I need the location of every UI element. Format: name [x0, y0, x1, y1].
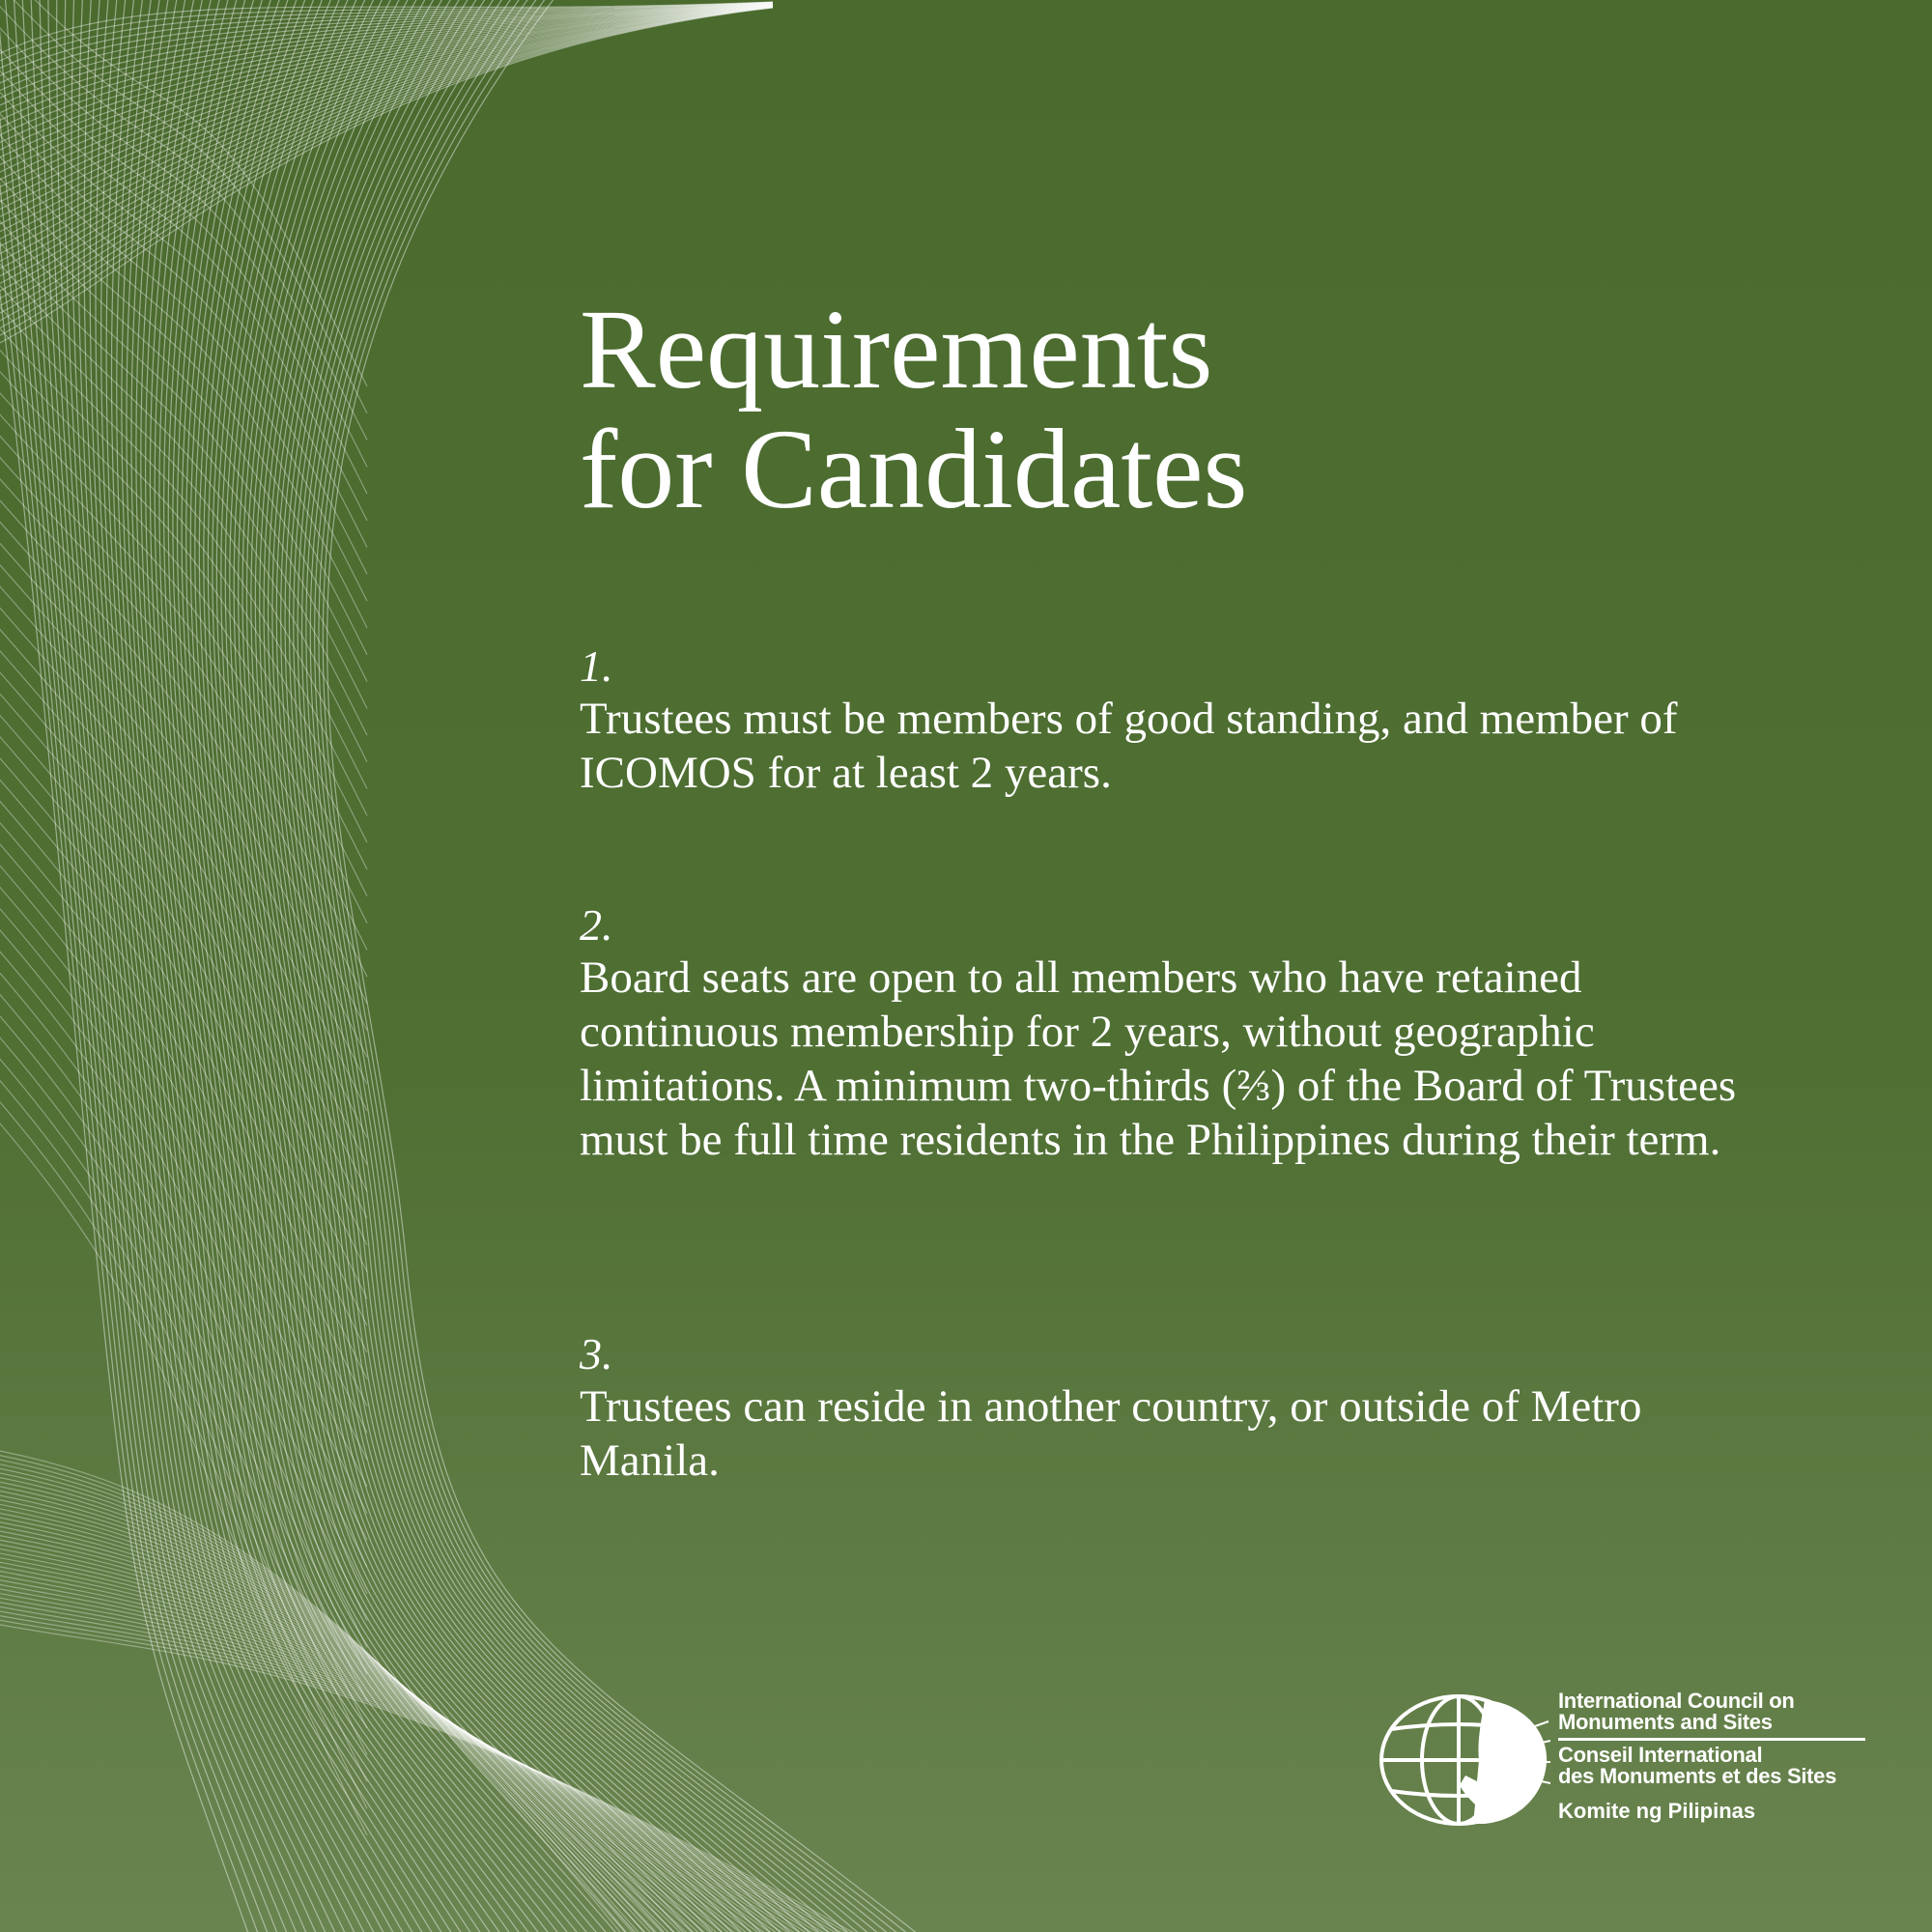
logo-line-2: Monuments and Sites	[1558, 1710, 1773, 1734]
logo-line-4: des Monuments et des Sites	[1558, 1764, 1837, 1788]
title-line-1: Requirements	[580, 286, 1213, 412]
requirement-text: Board seats are open to all members who have retained continuous membership for 2 years, without geographic limitations. A minimum two-thirds (⅔) of the Board of Trustees must be full time residents in the Philippines during their term.	[580, 952, 1737, 1165]
requirement-text: Trustees can reside in another country, or outside of Metro Manila.	[580, 1381, 1642, 1486]
requirement-item	[580, 1329, 1739, 1488]
requirement-item	[580, 641, 1739, 800]
logo-line-1: International Council on	[1558, 1689, 1795, 1713]
requirement-number: 1.	[580, 641, 613, 691]
requirement-number: 3.	[580, 1329, 613, 1378]
page-title	[580, 286, 1248, 532]
logo-line-3: Conseil International	[1558, 1743, 1763, 1767]
icomos-logo	[1377, 1690, 1879, 1835]
logo-divider	[1558, 1738, 1865, 1741]
requirement-text: Trustees must be members of good standing, and member of ICOMOS for at least 2 years.	[580, 694, 1678, 798]
title-line-2: for Candidates	[580, 406, 1248, 532]
requirement-number: 2.	[580, 900, 613, 950]
logo-line-5: Komite ng Pilipinas	[1558, 1799, 1756, 1823]
requirement-item	[580, 900, 1739, 1167]
logo-wordmark	[1558, 1690, 1865, 1822]
globe-icon	[1377, 1692, 1550, 1828]
